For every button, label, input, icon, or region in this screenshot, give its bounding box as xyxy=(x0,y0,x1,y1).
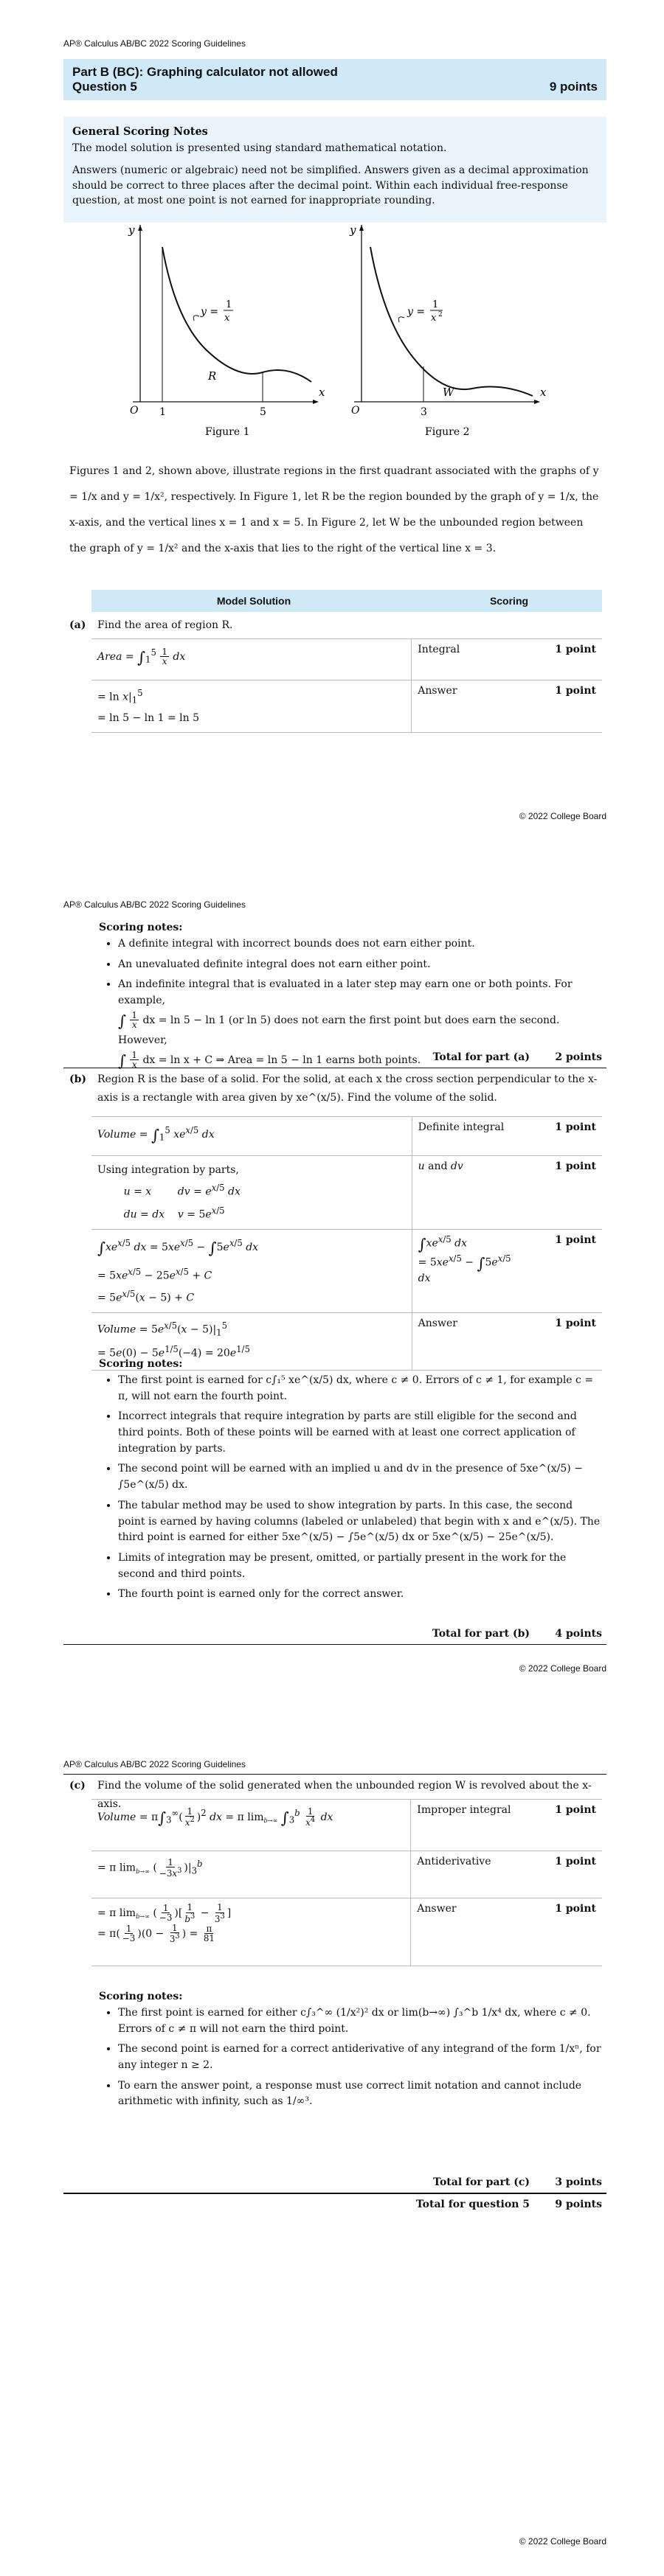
y-axis-label: y xyxy=(128,225,135,237)
table-row: Area = $\int_1^5$ $\frac{1}{x}$ dx Integral 1 point xyxy=(91,639,602,680)
points: 1 point xyxy=(532,639,602,680)
running-header: AP® Calculus AB/BC 2022 Scoring Guidelines xyxy=(63,38,246,49)
part-b-question: Region R is the base of a solid. For the solid, at each x the cross section perpendicular to the x-axis is a rectangle with area given by xe^(x/5). Find the volume of the solid. xyxy=(97,1073,598,1104)
list-item: • An unevaluated definite integral does not earn either point. xyxy=(118,957,602,973)
list-item: • A definite integral with incorrect bounds does not earn either point. xyxy=(118,936,602,953)
note-example: dx = ln 5 − ln 1 (or ln 5) does not earn the first point but does earn the second. However, xyxy=(118,1014,560,1047)
criterion: Definite integral xyxy=(412,1117,532,1156)
list-item: • The first point is earned for c∫₁⁵ xe^(x/5) dx, where c ≠ 0. Errors of c ≠ 1, for example c = π, will not earn the fourth point. xyxy=(118,1373,602,1404)
svg-text:y =: y = xyxy=(407,306,426,318)
total-value: 3 points xyxy=(555,2176,602,2188)
page-footer: © 2022 College Board xyxy=(519,1663,606,1674)
part-c-total xyxy=(91,2176,602,2188)
points: 1 point xyxy=(532,1313,602,1371)
part-b-table xyxy=(91,1116,602,1371)
notes-paragraph: The model solution is presented using standard mathematical notation. xyxy=(72,142,447,155)
part-c-label: (c) xyxy=(69,1780,86,1792)
question-total xyxy=(91,2199,602,2210)
scoring-notes-title: Scoring notes: xyxy=(99,1358,183,1370)
scoring-notes-title: Scoring notes: xyxy=(99,1991,183,2002)
table-row: = π $\lim_{b\to\infty}$ ( $\frac{1}{-3}$ )[ $\frac{1}{b^3}$ − $\frac{1}{3^3}$ ] = π( $\frac{1}{-3}$ )(0 − $\frac{1}{3^3}$ ) = $\frac{\pi}{81}$ Answer 1 point xyxy=(91,1898,602,1966)
points: 1 point xyxy=(532,1898,602,1966)
criterion: Antiderivative xyxy=(411,1851,533,1898)
part-b-total xyxy=(91,1628,602,1640)
tick-label: 3 xyxy=(421,406,427,418)
list-item: • The first point is earned for either c∫₃^∞ (1/x²)² dx or lim(b→∞) ∫₃^b 1/x⁴ dx, where c ≠ 0. Errors of c ≠ π will not earn the third point. xyxy=(118,2005,602,2037)
part-a-total xyxy=(91,1051,602,1063)
running-header: AP® Calculus AB/BC 2022 Scoring Guidelines xyxy=(63,1759,246,1769)
points: 1 point xyxy=(532,1155,602,1229)
x-axis-label: x xyxy=(319,386,325,399)
header-solution: Model Solution xyxy=(216,595,291,607)
part-c-question: Find the volume of the solid generated when the unbounded region W is revolved about the x-axis. xyxy=(97,1780,592,1811)
total-value: 9 points xyxy=(555,2199,602,2210)
list-item: • Limits of integration may be present, omitted, or partially present in the work for the second and third points. xyxy=(118,1550,602,1582)
part-a-label: (a) xyxy=(69,619,86,631)
svg-text:1: 1 xyxy=(226,299,232,310)
scoring-notes-title: Scoring notes: xyxy=(99,922,183,933)
points: 1 point xyxy=(532,1800,602,1851)
note-example: dx = ln x + C ⇒ Area = ln 5 − ln 1 earns both points. xyxy=(142,1054,421,1066)
x-axis-label: x xyxy=(540,386,547,399)
page-footer: © 2022 College Board xyxy=(519,2536,606,2547)
svg-text:y =: y = xyxy=(201,306,219,318)
total-label: Total for question 5 xyxy=(415,2199,530,2210)
criterion: Answer xyxy=(412,680,533,733)
running-header: AP® Calculus AB/BC 2022 Scoring Guidelines xyxy=(63,899,246,910)
general-scoring-notes xyxy=(63,116,606,223)
divider xyxy=(63,2193,606,2194)
svg-text:1: 1 xyxy=(432,299,439,310)
part-title: Part B (BC): Graphing calculator not allowed xyxy=(72,65,338,79)
question-title: Question 5 xyxy=(72,80,137,94)
notes-title: General Scoring Notes xyxy=(72,125,208,138)
points: 1 point xyxy=(532,680,602,733)
part-c-scoring-notes xyxy=(99,1991,602,2114)
list-item: • The second point is earned for a correct antiderivative of any integrand of the form 1/xⁿ, for any integer n ≥ 2. xyxy=(118,2041,602,2073)
notes-paragraph: Answers (numeric or algebraic) need not be simplified. Answers given as a decimal approximation should be correct to three places after the decimal point. Within each individual free-response question, at most one point is not earned for inappropriate rounding. xyxy=(72,164,589,206)
list-item: • An indefinite integral that is evaluated in a later step may earn one or both points. For example, ∫ $\frac{1}{x}$ dx = ln 5 − ln 1 (or ln 5) does not earn the first point but does earn the second. However, ∫ $\frac{1}{x}$ dx = ln x + C ⇒ Area = ln 5 − ln 1 earns both points. xyxy=(118,977,602,1073)
region-label: W xyxy=(443,386,454,399)
y-axis-label: y xyxy=(350,225,356,237)
total-value: 2 points xyxy=(555,1051,602,1063)
criterion: Improper integral xyxy=(411,1800,533,1851)
tick-label: 1 xyxy=(159,406,166,418)
figure-1-caption: Figure 1 xyxy=(205,426,250,438)
criterion: Integral xyxy=(412,639,533,680)
part-b-label: (b) xyxy=(69,1073,87,1085)
region-label: R xyxy=(208,369,217,383)
figure-2-graph xyxy=(339,225,553,439)
table-row: $\int xe^{x/5}$ dx = $5xe^{x/5} - \int 5e^{x/5}$ dx = $5xe^{x/5} - 25e^{x/5} + C$ = $5e^{x/5}(x - 5) + C$ $\int xe^{x/5}$ dx = $5xe^{x/5} - \int 5e^{x/5}$ dx 1 point xyxy=(91,1229,602,1312)
table-row: Volume = $\int_1^5$ $xe^{x/5}$ dx Definite integral 1 point xyxy=(91,1117,602,1156)
total-value: 4 points xyxy=(555,1628,602,1640)
figure-2-caption: Figure 2 xyxy=(425,426,470,438)
total-label: Total for part (c) xyxy=(433,2176,530,2188)
list-item: • The second point will be earned with an implied u and dv in the presence of 5xe^(x/5) − ∫5e^(x/5) dx. xyxy=(118,1461,602,1493)
total-label: Total for part (b) xyxy=(432,1628,530,1640)
list-item: • To earn the answer point, a response must use correct limit notation and cannot include arithmetic with infinity, such as 1/∞³. xyxy=(118,2078,602,2110)
points: 1 point xyxy=(532,1229,602,1312)
table-row: Volume = $\pi\int_3^\infty$( $\frac{1}{x^2}$ )$^2$ dx = π $\lim_{b\to\infty} \int_3^b$ $\frac{1}{x^4}$ dx Improper integral 1 point xyxy=(91,1800,602,1851)
divider xyxy=(63,1774,606,1775)
total-label: Total for part (a) xyxy=(432,1051,530,1063)
figure-1-graph xyxy=(118,225,332,439)
divider xyxy=(63,1644,606,1645)
list-item: • Incorrect integrals that require integration by parts are still eligible for the second and third points. Both of these points will be earned with at least one correct application of integration by parts. xyxy=(118,1409,602,1457)
criterion: $\int xe^{x/5}$ dx = $5xe^{x/5} - \int 5e^{x/5}$ dx xyxy=(412,1229,532,1312)
table-row: Volume = $5e^{x/5}(x - 5)|_1^5$ = $5e(0) - 5e^{1/5}(-4) = 20e^{1/5}$ Answer 1 point xyxy=(91,1313,602,1371)
origin-label: O xyxy=(130,405,139,417)
points: 1 point xyxy=(532,1117,602,1156)
criterion: Answer xyxy=(411,1898,533,1966)
page-footer: © 2022 College Board xyxy=(519,811,606,821)
part-c-table xyxy=(91,1799,602,1966)
table-row: = π $\lim_{b\to\infty}$ ( $\frac{1}{-3x^3}$ )$|_3^b$ Antiderivative 1 point xyxy=(91,1851,602,1898)
points: 1 point xyxy=(532,1851,602,1898)
part-a-question: Find the area of region R. xyxy=(97,619,233,631)
intro-paragraph: Figures 1 and 2, shown above, illustrate regions in the first quadrant associated with the graphs of y = 1/x and y = 1/x², respectively. In Figure 1, let R be the region bounded by the graph of y = 1/x, the x-axis, and the vertical lines x = 1 and x = 5. In Figure 2, let W be the unbounded region between the graph of y = 1/x² and the x-axis that lies to the right of the vertical line x = 3. xyxy=(69,465,599,554)
part-a-table xyxy=(91,638,602,733)
list-item: • The fourth point is earned only for the correct answer. xyxy=(118,1587,602,1603)
header-scoring: Scoring xyxy=(489,595,529,607)
origin-label: O xyxy=(351,405,360,417)
svg-text:2: 2 xyxy=(438,311,443,318)
svg-text:x: x xyxy=(431,313,437,324)
question-banner xyxy=(63,59,606,100)
part-b-scoring-notes xyxy=(99,1358,602,1607)
tick-label: 5 xyxy=(260,406,266,418)
list-item: • The tabular method may be used to show integration by parts. In this case, the second point is earned by having columns (labeled or unlabeled) that begin with x and e^(x/5). The third point is earned for either 5xe^(x/5) − ∫5e^(x/5) dx or 5xe^(x/5) − 25e^(x/5). xyxy=(118,1498,602,1546)
table-row: Using integration by parts, u = x dv = $e^{x/5}$ dx du = dx $v = 5e^{x/5}$ u and dv 1 point xyxy=(91,1155,602,1229)
table-header xyxy=(91,590,602,612)
criterion: u and dv xyxy=(412,1155,532,1229)
table-row: = $\ln x|_1^5$ = ln 5 − ln 1 = ln 5 Answer 1 point xyxy=(91,680,602,733)
svg-text:x: x xyxy=(224,313,230,324)
question-points: 9 points xyxy=(549,80,598,94)
parts-text: Using integration by parts, xyxy=(97,1163,239,1176)
criterion: Answer xyxy=(412,1313,532,1371)
